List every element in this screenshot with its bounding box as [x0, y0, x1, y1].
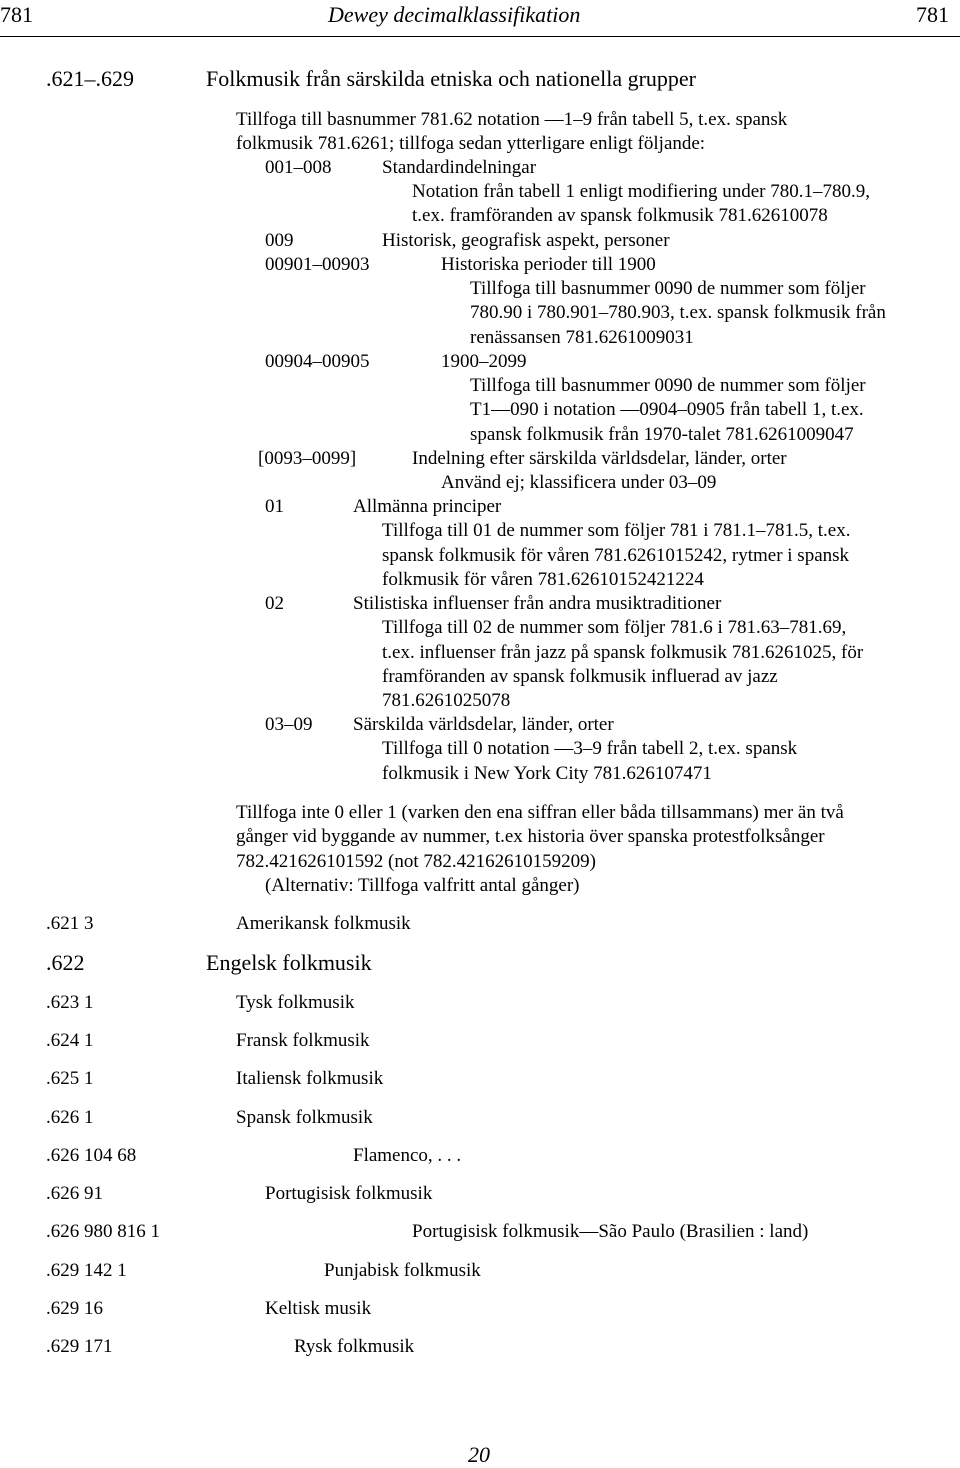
subdivision-title: Historisk, geografisk aspekt, personer [382, 230, 670, 251]
entry-label: Fransk folkmusik [236, 1030, 370, 1051]
header-page-right: 781 [916, 2, 949, 27]
subdivision-title: Historiska perioder till 1900 [441, 254, 656, 275]
subdivision-note: folkmusik för våren 781.62610152421224 [382, 569, 704, 590]
subdivision-note: Tillfoga till basnummer 0090 de nummer som följer [470, 375, 866, 396]
subdivision-note: Tillfoga till 0 notation —3–9 från tabell 2, t.ex. spansk [382, 738, 798, 759]
entry-number: .626 91 [46, 1183, 103, 1204]
subdivision-title: Särskilda världsdelar, länder, orter [353, 714, 614, 735]
subdivision-note: framföranden av spansk folkmusik influerad av jazz [382, 666, 778, 687]
subdivision-note: 780.90 i 780.901–780.903, t.ex. spansk folkmusik från [470, 302, 886, 323]
subdivision-number: 02 [265, 593, 284, 614]
subdivision-note: Tillfoga till 02 de nummer som följer 781.6 i 781.63–781.69, [382, 617, 847, 638]
entry-number: .621 3 [46, 913, 94, 934]
running-title: Dewey decimalklassifikation [328, 2, 581, 27]
entry-number: .623 1 [46, 992, 94, 1013]
entry-label: Italiensk folkmusik [236, 1068, 384, 1089]
subdivision-note: spansk folkmusik för våren 781.6261015242, rytmer i spansk [382, 545, 850, 566]
subdivision-note: Notation från tabell 1 enligt modifiering under 780.1–780.9, [412, 181, 871, 202]
intro-line: Tillfoga till basnummer 781.62 notation —1–9 från tabell 5, t.ex. spansk [236, 109, 788, 130]
subdivision-title: Standardindelningar [382, 157, 537, 178]
subdivision-number: 03–09 [265, 714, 313, 735]
footer-note-line: Tillfoga inte 0 eller 1 (varken den ena siffran eller båda tillsammans) mer än två [236, 802, 844, 823]
entry-label: Portugisisk folkmusik [265, 1183, 433, 1204]
subdivision-note: Använd ej; klassificera under 03–09 [441, 472, 717, 493]
entry-label: Punjabisk folkmusik [324, 1260, 481, 1281]
subdivision-title: Indelning efter särskilda världsdelar, länder, orter [412, 448, 787, 469]
subdivision-title: Allmänna principer [353, 496, 502, 517]
footer-note-line: (Alternativ: Tillfoga valfritt antal gånger) [265, 875, 580, 896]
entry-number: .629 16 [46, 1298, 103, 1319]
entry-label: Rysk folkmusik [294, 1336, 415, 1357]
entry-label: Portugisisk folkmusik—São Paulo (Brasilien : land) [412, 1221, 809, 1242]
header-page-left: 781 [0, 2, 33, 27]
subdivision-note: folkmusik i New York City 781.626107471 [382, 763, 712, 784]
entry-label: Amerikansk folkmusik [236, 913, 411, 934]
subdivision-note: Tillfoga till 01 de nummer som följer 781 i 781.1–781.5, t.ex. [382, 520, 851, 541]
footer-note-line: gånger vid byggande av nummer, t.ex historia över spanska protestfolksånger [236, 826, 825, 847]
subdivision-number: [0093–0099] [258, 448, 357, 469]
main-entry-heading: Folkmusik från särskilda etniska och nationella grupper [206, 66, 696, 91]
subdivision-note: spansk folkmusik från 1970-talet 781.6261009047 [470, 424, 854, 445]
footer-note-line: 782.421626101592 (not 782.42162610159209) [236, 851, 596, 872]
subdivision-note: t.ex. framföranden av spansk folkmusik 781.62610078 [412, 205, 828, 226]
entry-number: .629 171 [46, 1336, 113, 1357]
header-rule [0, 36, 960, 37]
entry-label: Engelsk folkmusik [206, 950, 372, 975]
entry-number: .622 [46, 950, 85, 975]
subdivision-note: t.ex. influenser från jazz på spansk folkmusik 781.6261025, för [382, 642, 864, 663]
main-entry-number: .621–.629 [46, 66, 134, 91]
entry-label: Flamenco, . . . [353, 1145, 462, 1166]
entry-number: .624 1 [46, 1030, 94, 1051]
subdivision-title: 1900–2099 [441, 351, 527, 372]
entry-number: .629 142 1 [46, 1260, 127, 1281]
entry-label: Keltisk musik [265, 1298, 372, 1319]
subdivision-number: 009 [265, 230, 294, 251]
subdivision-note: Tillfoga till basnummer 0090 de nummer som följer [470, 278, 866, 299]
subdivision-number: 00901–00903 [265, 254, 370, 275]
subdivision-number: 001–008 [265, 157, 332, 178]
entry-number: .626 980 816 1 [46, 1221, 160, 1242]
subdivision-note: renässansen 781.6261009031 [470, 327, 694, 348]
page-number: 20 [468, 1442, 490, 1467]
subdivision-number: 00904–00905 [265, 351, 370, 372]
subdivision-note: T1—090 i notation —0904–0905 från tabell 1, t.ex. [470, 399, 864, 420]
entry-number: .625 1 [46, 1068, 94, 1089]
subdivision-note: 781.6261025078 [382, 690, 511, 711]
entry-label: Tysk folkmusik [236, 992, 355, 1013]
entry-number: .626 1 [46, 1107, 94, 1128]
entry-number: .626 104 68 [46, 1145, 137, 1166]
entry-label: Spansk folkmusik [236, 1107, 373, 1128]
subdivision-number: 01 [265, 496, 284, 517]
intro-line: folkmusik 781.6261; tillfoga sedan ytterligare enligt följande: [236, 133, 706, 154]
subdivision-title: Stilistiska influenser från andra musiktraditioner [353, 593, 722, 614]
